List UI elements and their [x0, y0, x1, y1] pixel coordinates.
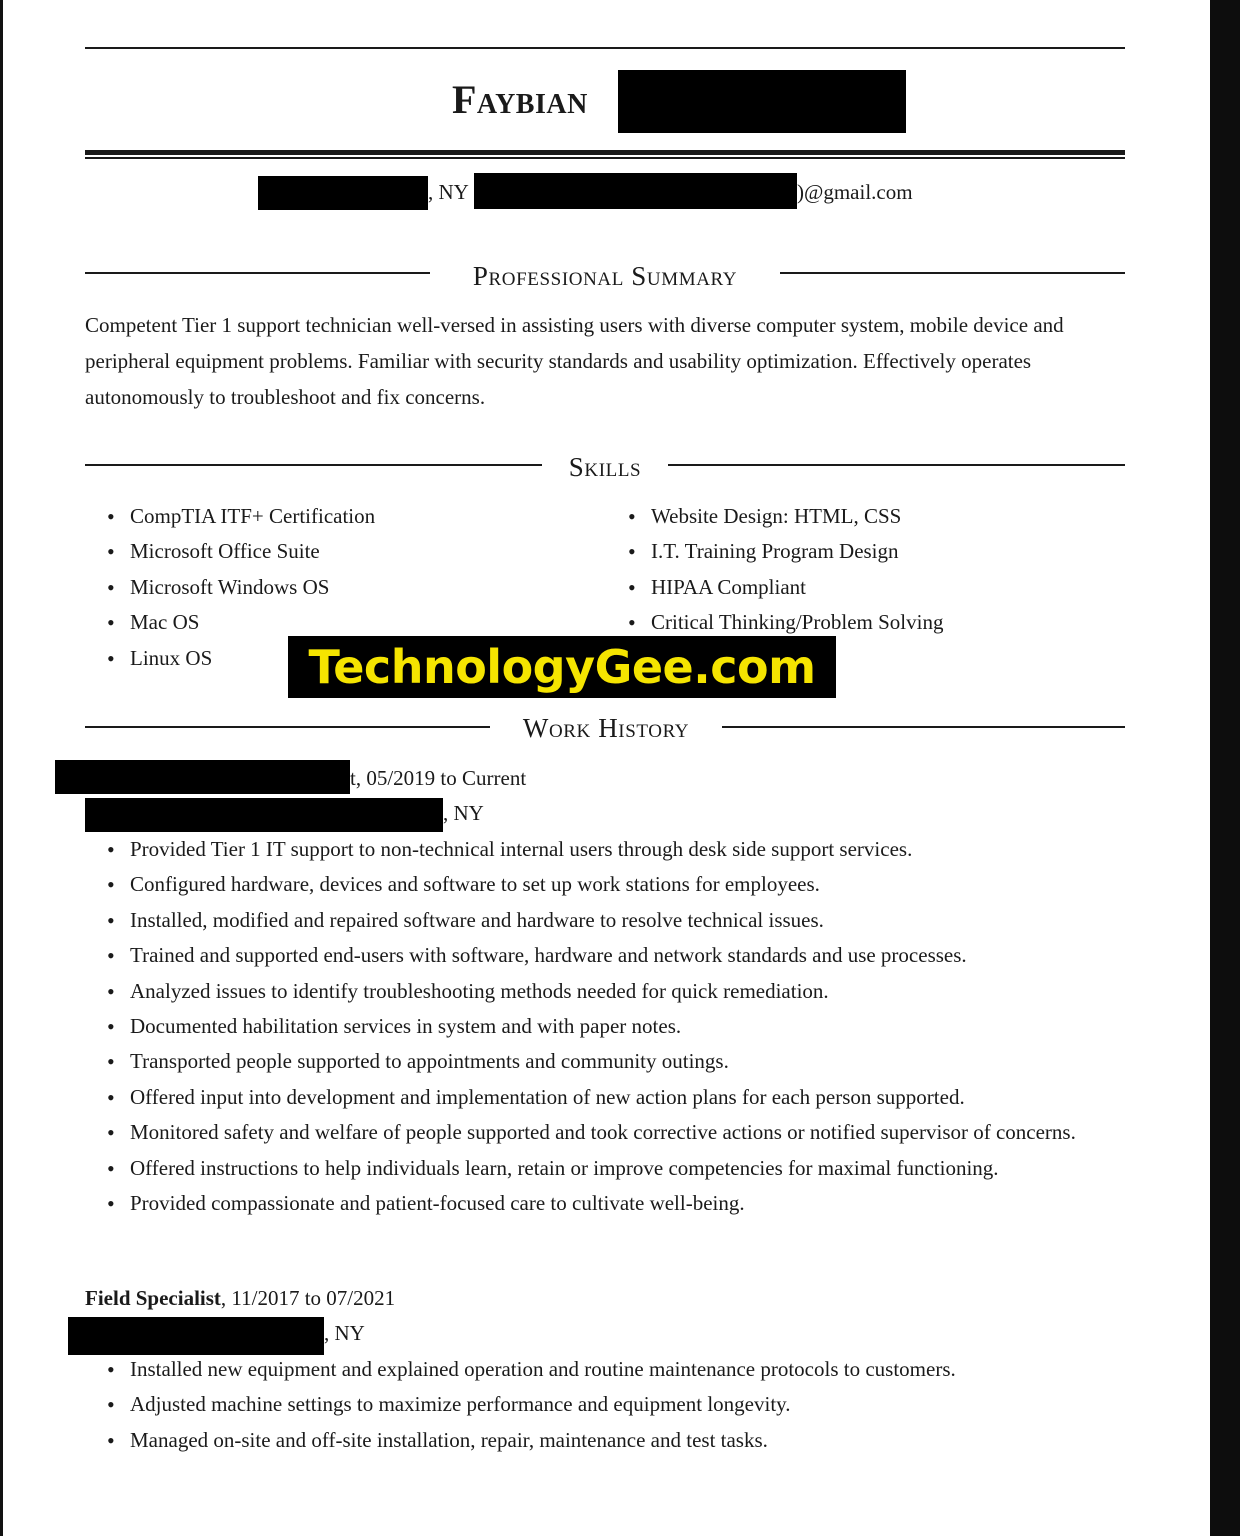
job-dates: , 11/2017 to 07/2021	[220, 1286, 396, 1310]
list-item: • Offered instructions to help individuals learn, retain or improve competencies for maximal functioning.	[85, 1151, 1125, 1186]
skill-item: • Microsoft Windows OS	[85, 570, 585, 605]
work-history-heading: Work History	[522, 713, 690, 743]
list-item: • Analyzed issues to identify troubleshooting methods needed for quick remediation.	[85, 974, 1125, 1009]
redacted-employer	[85, 798, 443, 832]
list-item: • Installed, modified and repaired software and hardware to resolve technical issues.	[85, 903, 1125, 938]
skills-rule-left	[85, 464, 542, 466]
job-2-heading	[85, 1281, 395, 1316]
list-item: • Trained and supported end-users with software, hardware and network standards and use processes.	[85, 938, 1125, 973]
redacted-city	[258, 176, 428, 210]
list-item: • Configured hardware, devices and software to set up work stations for employees.	[85, 867, 1125, 902]
skill-item: • Linux OS	[85, 641, 585, 676]
summary-heading: Professional Summary	[472, 261, 738, 291]
list-item: • Documented habilitation services in system and with paper notes.	[85, 1009, 1125, 1044]
job-2-duties	[85, 1352, 1125, 1458]
skills-heading: Skills	[568, 452, 642, 482]
skill-item: • Microsoft Office Suite	[85, 534, 585, 569]
job-title-dates: t, 05/2019 to Current	[350, 766, 527, 790]
list-item: • Offered input into development and implementation of new action plans for each person supported.	[85, 1080, 1125, 1115]
redacted-employer	[68, 1317, 324, 1355]
summary-rule-right	[780, 272, 1125, 274]
list-item: • Provided Tier 1 IT support to non-technical internal users through desk side support services.	[85, 832, 1125, 867]
skill-item: • CompTIA ITF+ Certification	[85, 499, 585, 534]
page-right-border	[1210, 0, 1240, 1536]
skills-rule-right	[668, 464, 1125, 466]
skill-item: • Critical Thinking/Problem Solving	[606, 605, 1106, 640]
contact-location: , NY	[428, 180, 469, 204]
skill-item: • Mac OS	[85, 605, 585, 640]
contact-email: )@gmail.com	[797, 180, 913, 204]
work-rule-right	[722, 726, 1125, 728]
job-location: , NY	[443, 801, 484, 825]
summary-text: Competent Tier 1 support technician well-versed in assisting users with diverse computer system, mobile device and peripheral equipment problems. Familiar with security standards and usability optimization. Effectively operates autonomously to troubleshoot and fix concerns.	[85, 313, 1064, 409]
work-rule-left	[85, 726, 490, 728]
technologygee-watermark: TechnologyGee.com	[288, 636, 836, 698]
job-title: Field Specialist	[85, 1286, 221, 1310]
skills-right-column	[606, 499, 1106, 641]
redacted-last-name	[618, 70, 906, 133]
skill-item: • HIPAA Compliant	[606, 570, 1106, 605]
header-thick-rule	[85, 150, 1125, 155]
list-item: • Monitored safety and welfare of people supported and took corrective actions or notified supervisor of concerns.	[85, 1115, 1125, 1150]
list-item: • Transported people supported to appointments and community outings.	[85, 1044, 1125, 1079]
list-item: • Provided compassionate and patient-focused care to cultivate well-being.	[85, 1186, 1125, 1221]
list-item: • Installed new equipment and explained operation and routine maintenance protocols to customers.	[85, 1352, 1125, 1387]
job-1-duties	[85, 832, 1125, 1221]
header-thin-rule	[85, 157, 1125, 159]
header-top-rule	[85, 47, 1125, 49]
job-location: , NY	[324, 1321, 365, 1345]
page-left-edge	[0, 0, 3, 1536]
redacted-email-user	[474, 173, 797, 209]
summary-rule-left	[85, 272, 430, 274]
list-item: • Adjusted machine settings to maximize performance and equipment longevity.	[85, 1387, 1125, 1422]
skill-item: • I.T. Training Program Design	[606, 534, 1106, 569]
skill-item: • Website Design: HTML, CSS	[606, 499, 1106, 534]
applicant-name: Faybian	[452, 77, 588, 122]
list-item: • Managed on-site and off-site installation, repair, maintenance and test tasks.	[85, 1423, 1125, 1458]
redacted-job-title	[55, 760, 350, 794]
